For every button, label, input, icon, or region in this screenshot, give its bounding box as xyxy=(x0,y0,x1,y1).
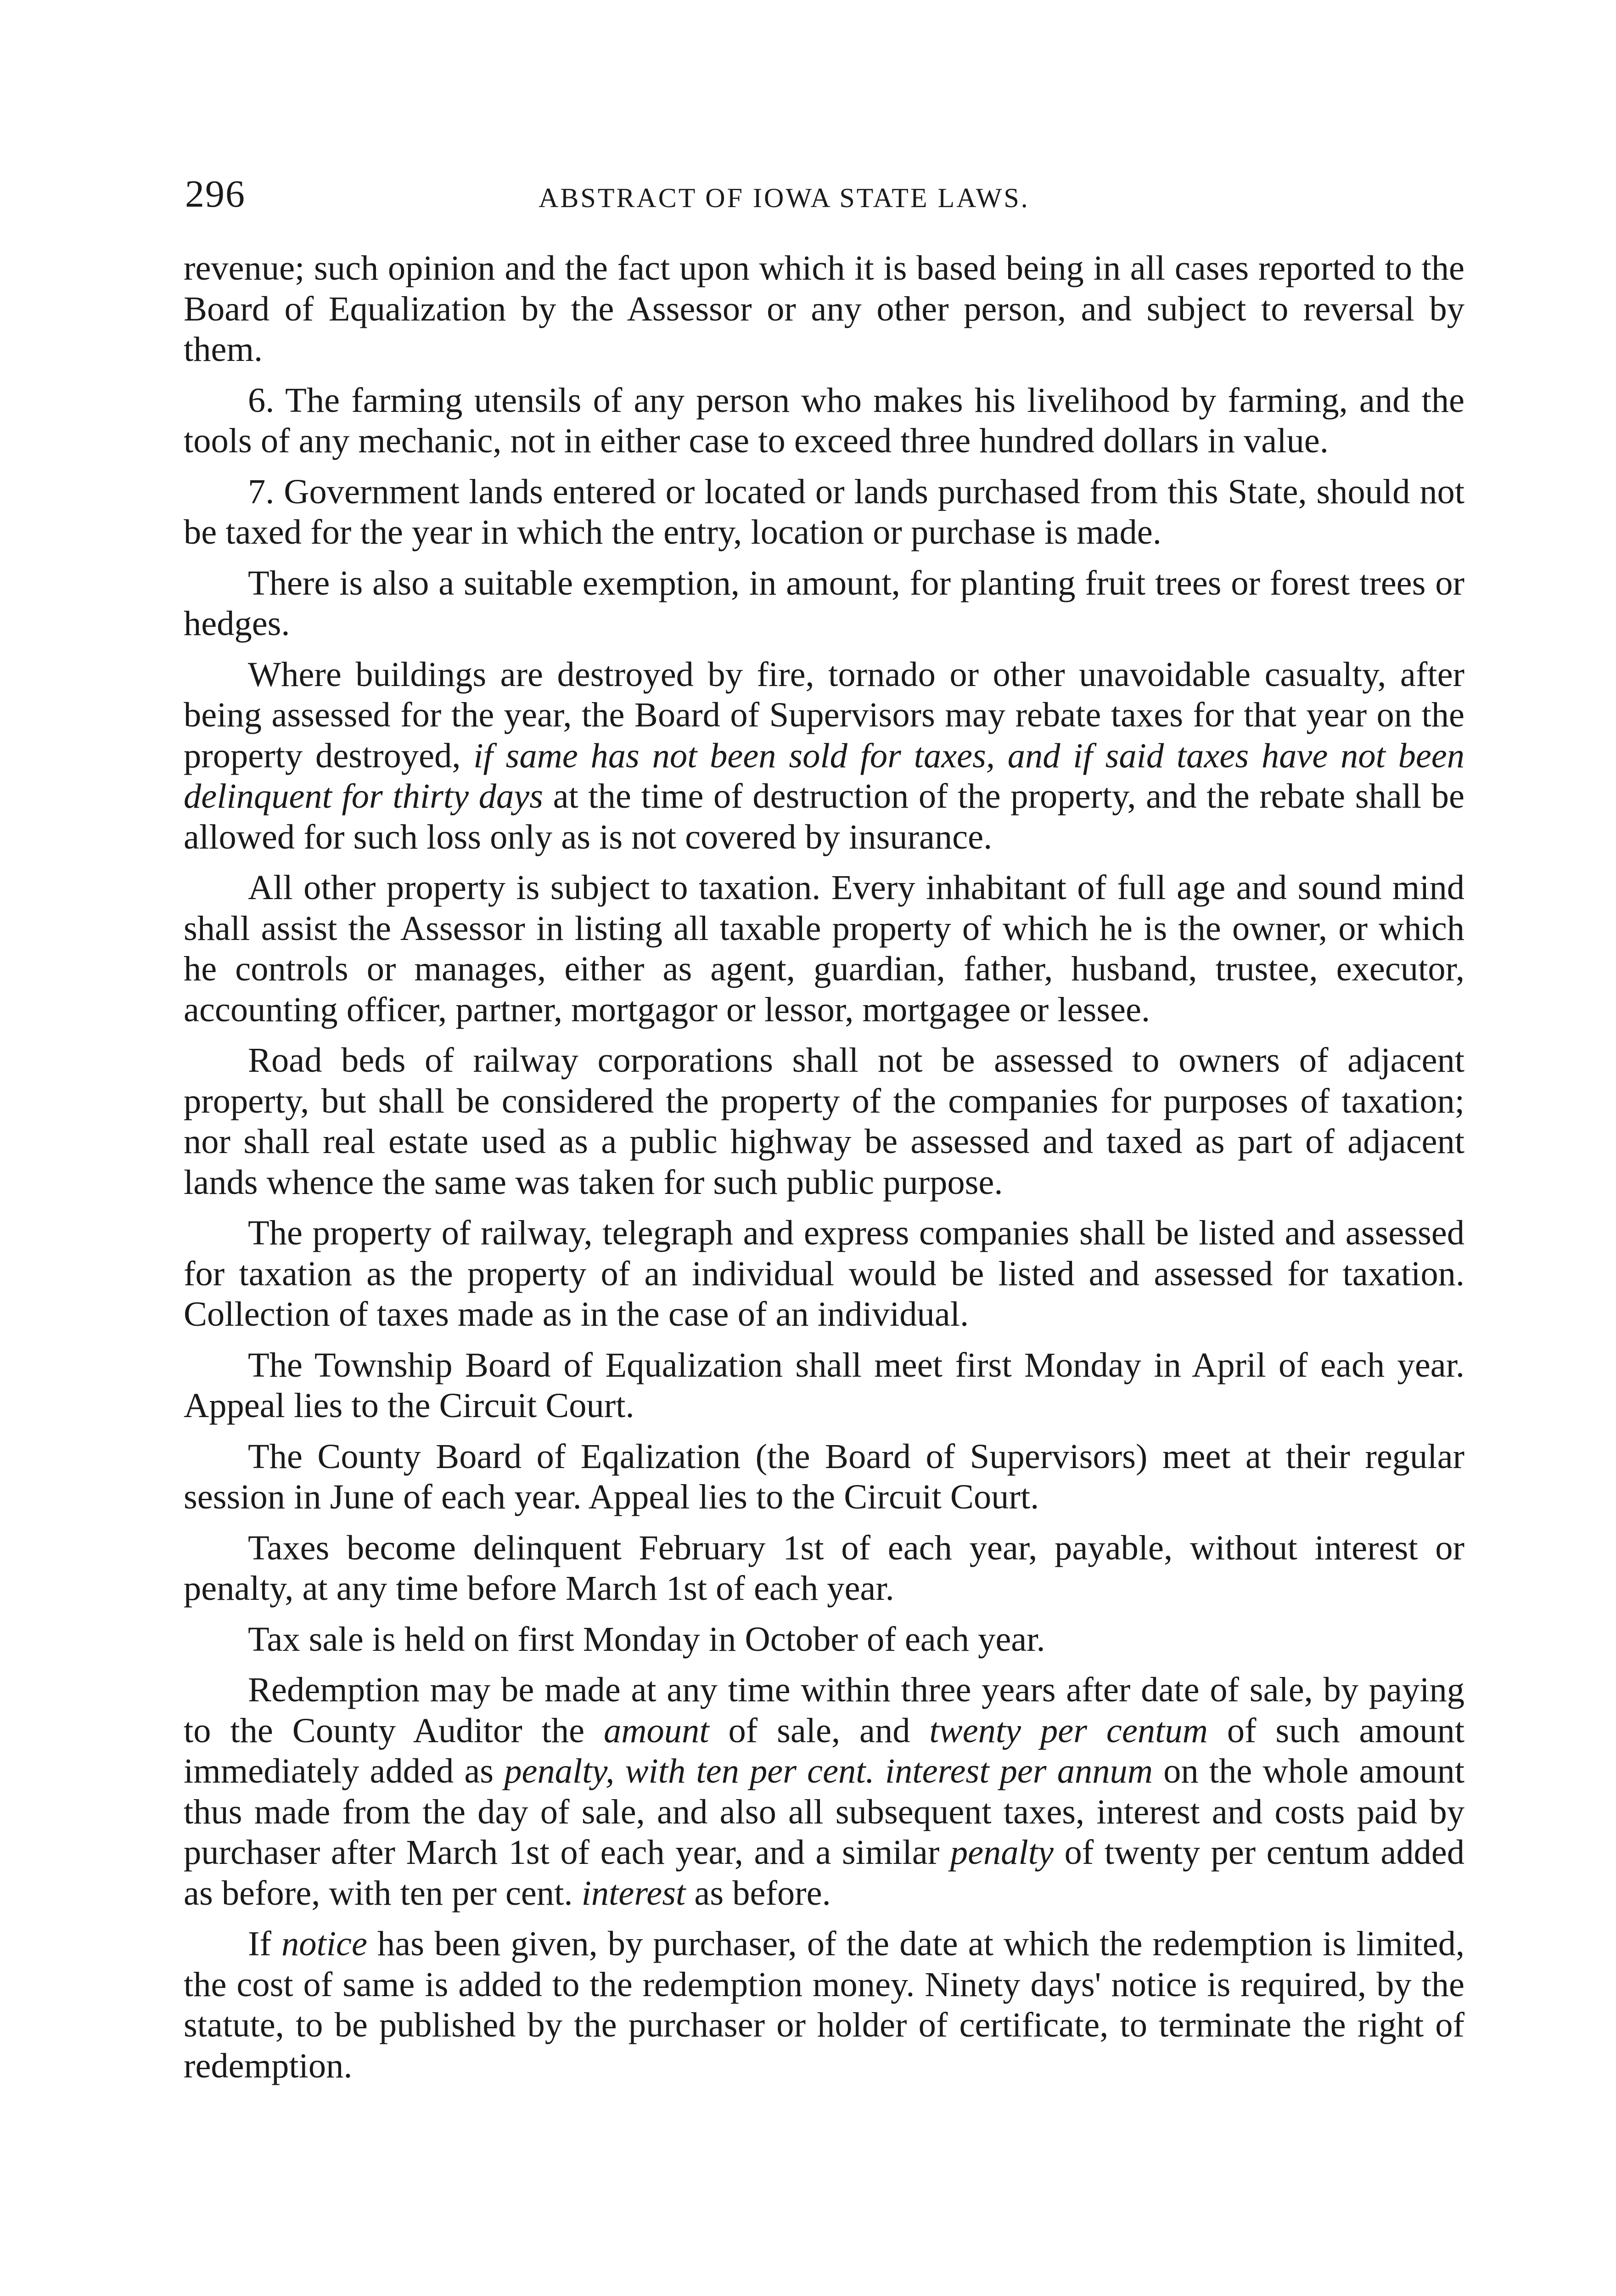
paragraph-county-board: The County Board of Eqalization (the Board of Supervisors) meet at their regular session in June of each year. Appeal lies to the Circuit Court. xyxy=(184,1436,1464,1516)
paragraph-redemption: Redemption may be made at any time within three years after date of sale, by paying to the County Auditor the amount of sale, and twenty per centum of such amount immediately added as penalty, with ten per cent. interest per annum on the whole amount thus made from the day of sale, and also all subsequent taxes, interest and costs paid by purchaser after March 1st of each year, and a similar penalty of twenty per centum added as before, with ten per cent. interest as before. xyxy=(184,1670,1464,1913)
paragraph-railway-property: The property of railway, telegraph and express companies shall be listed and assessed for taxation as the property of an individual would be listed and assessed for taxation. Collection of taxes made as in the case of an individual. xyxy=(184,1213,1464,1334)
page-number: 296 xyxy=(185,173,246,215)
page-header xyxy=(185,169,1470,219)
paragraph-continuation: revenue; such opinion and the fact upon which it is based being in all cases reported to the Board of Equalization by the Assessor or any other person, and subject to reversal by them. xyxy=(184,248,1464,369)
paragraph-delinquent-taxes: Taxes become delinquent February 1st of each year, payable, without interest or penalty, at any time before March 1st of each year. xyxy=(184,1528,1464,1608)
body-text xyxy=(184,248,1464,2096)
running-head: ABSTRACT OF IOWA STATE LAWS. xyxy=(539,183,1030,213)
paragraph-exemption-7: 7. Government lands entered or located or lands purchased from this State, should not be taxed for the year in which the entry, location or purchase is made. xyxy=(184,472,1464,551)
paragraph-tax-sale: Tax sale is held on first Monday in October of each year. xyxy=(248,1619,1045,1659)
paragraph-casualty-rebate: Where buildings are destroyed by fire, tornado or other unavoidable casualty, after being assessed for the year, the Board of Supervisors may rebate taxes for that year on the property destroyed, if same has not been sold for taxes, and if said taxes have not been delinquent for thirty days at the time of destruction of the property, and the rebate shall be allowed for such loss only as is not covered by insurance. xyxy=(184,654,1464,856)
paragraph-planting-exemption: There is also a suitable exemption, in amount, for planting fruit trees or forest trees or hedges. xyxy=(184,563,1464,643)
paragraph-road-beds: Road beds of railway corporations shall not be assessed to owners of adjacent property, but shall be considered the property of the companies for purposes of taxation; nor shall real estate used as a public highway be assessed and taxed as part of adjacent lands whence the same was taken for such public purpose. xyxy=(184,1041,1464,1202)
paragraph-township-board: The Township Board of Equalization shall meet first Monday in April of each year. Appeal lies to the Circuit Court. xyxy=(184,1345,1464,1425)
paragraph-property-subject: All other property is subject to taxation. Every inhabitant of full age and sound mind shall assist the Assessor in listing all taxable property of which he is the owner, or which he controls or manages, either as agent, guardian, father, husband, trustee, executor, accounting officer, partner, mortgagor or lessor, mortgagee or lessee. xyxy=(184,868,1464,1029)
paragraph-exemption-6: 6. The farming utensils of any person who makes his livelihood by farming, and the tools of any mechanic, not in either case to exceed three hundred dollars in value. xyxy=(184,380,1464,460)
paragraph-redemption-notice: If notice has been given, by purchaser, of the date at which the redemption is limited, the cost of same is added to the redemption money. Ninety days' notice is required, by the statute, to be published by the purchaser or holder of certificate, to terminate the right of redemption. xyxy=(184,1924,1465,2085)
